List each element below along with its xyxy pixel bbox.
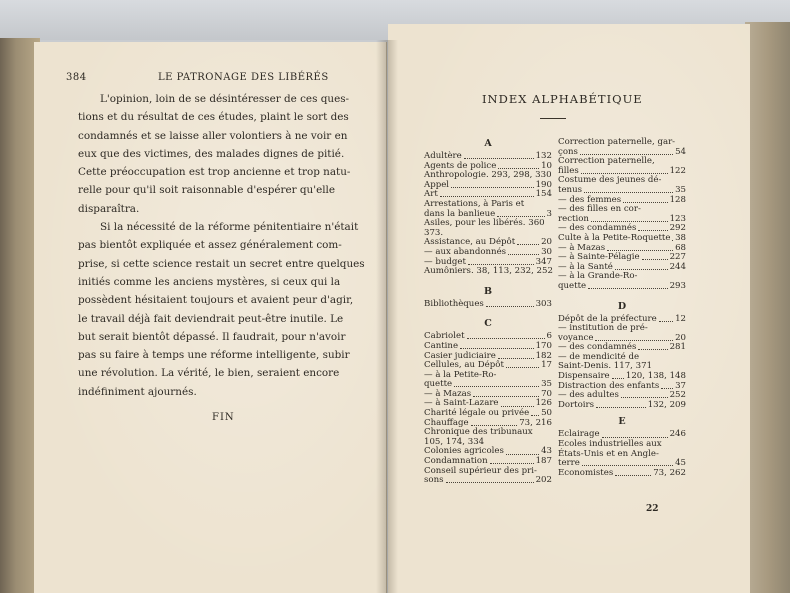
entry-page: 244 (669, 261, 686, 272)
entry-term: Assistance, au Dépôt (424, 237, 516, 248)
leader-dots (621, 391, 668, 398)
entry-page: 35 (675, 184, 686, 195)
entry-term: — à la Santé (558, 261, 613, 272)
entry-term: quette (558, 280, 587, 291)
entry-term: Cabriolet (424, 331, 465, 342)
index-entry: Costume des jeunes dé- (558, 175, 662, 186)
leader-dots (602, 430, 668, 437)
leader-dots (596, 401, 646, 408)
leader-dots (607, 244, 673, 251)
entry-page: 347 (535, 256, 552, 267)
entry-term: Colonies agricoles (424, 446, 504, 457)
entry-page: 37 (675, 380, 686, 391)
index-entry: Ecoles industrielles aux (558, 439, 662, 450)
entry-term: — aux abandonnés (424, 246, 507, 257)
index-entry: Chronique des tribunaux (424, 427, 533, 438)
index-entry: Asiles, pour les libérés. 360 (424, 218, 545, 229)
index-letter: B (483, 285, 493, 297)
leader-dots (595, 334, 673, 341)
entry-page: 227 (669, 252, 686, 263)
text-line: pas bientôt expliquée et assez généralement com- (78, 239, 342, 252)
leader-dots (661, 382, 673, 389)
leader-dots (467, 332, 545, 339)
entry-term: — budget (424, 256, 466, 267)
text-line: tions et du résultat de ces études, plaint le sort des (78, 111, 349, 124)
entry-term: dans la banlieue (424, 208, 496, 219)
entry-page: 187 (535, 456, 552, 467)
entry-page: 35 (541, 379, 552, 390)
leader-dots (508, 248, 539, 255)
entry-term: sons (424, 475, 444, 486)
entry-page: 190 (535, 179, 552, 190)
index-entry: — institution de pré- (558, 323, 648, 334)
leader-dots (612, 372, 624, 379)
index-entry: — des filles en cor- (558, 204, 641, 215)
text-line: pas su faire à temps une réforme intelligente, subir (78, 349, 350, 362)
leader-dots (501, 399, 534, 406)
leader-dots (588, 282, 667, 289)
entry-page: 20 (675, 332, 686, 343)
index-letter: A (484, 138, 492, 149)
book-cover-right (745, 22, 790, 593)
entry-page: 132 (535, 151, 552, 161)
index-letter: C (484, 318, 492, 330)
entry-page: 132, 209 (647, 399, 686, 410)
index-entry (558, 469, 686, 479)
entry-term: Charité légale ou privée (424, 408, 530, 419)
leader-dots (473, 390, 539, 397)
spacer (558, 292, 686, 301)
entry-term: çons (558, 146, 578, 157)
entry-term: — des adultes (558, 390, 619, 401)
entry-term: Appel (424, 179, 450, 190)
entry-page: 182 (535, 350, 552, 361)
entry-term: Chauffage (424, 417, 469, 428)
text-line: possèdent hésitaient toujours et avaient peur d'agir, (78, 294, 354, 307)
leader-dots (498, 352, 534, 359)
leader-dots (460, 342, 534, 349)
text-line: relle pour qu'il soit raisonnable d'espérer qu'elle (78, 184, 336, 197)
entry-term: Art (424, 189, 438, 200)
leader-dots (498, 162, 539, 169)
index-entry: Correction paternelle, gar- (558, 137, 676, 147)
leader-dots (464, 152, 534, 159)
entry-page: 73, 216 (519, 417, 552, 428)
index-entry: Anthropologie. 293, 298, 330 (424, 170, 552, 181)
leader-dots (440, 190, 534, 197)
index-column-left (424, 138, 552, 486)
index-letter: E (618, 416, 626, 428)
entry-term: Dépôt de la préfecture (558, 313, 657, 324)
leader-dots (672, 234, 673, 241)
entry-page: 6 (546, 331, 552, 342)
entry-term: quette (424, 379, 453, 390)
entry-page: 293 (669, 280, 686, 291)
leader-dots (582, 459, 673, 466)
text-line: le travail déjà fait deviendrait peut-être inutile. Le (78, 312, 344, 325)
index-entry: États-Unis et en Angle- (558, 448, 659, 459)
text-line: Cette préoccupation est trop ancienne et trop natu- (78, 166, 351, 179)
entry-page: 17 (541, 360, 552, 371)
leader-dots (486, 300, 534, 307)
page-number: 384 (66, 72, 87, 83)
index-entry: Conseil supérieur des pri- (424, 465, 537, 476)
text-line: condamnés et se laisse aller volontiers à ne voir en (78, 129, 348, 142)
entry-term: rection (558, 213, 589, 224)
leader-dots (623, 196, 667, 203)
index-entry (424, 300, 552, 310)
entry-page: 252 (669, 390, 686, 401)
leader-dots (506, 447, 539, 454)
entry-term: Cantine (424, 340, 459, 351)
title-rule (540, 118, 566, 119)
text-line: une révolution. La vérité, le bien, seraient encore (78, 367, 340, 380)
index-title: INDEX ALPHABÉTIQUE (482, 92, 643, 106)
entry-term: Casier judiciaire (424, 350, 496, 361)
index-letter: D (617, 300, 627, 312)
entry-term: voyance (558, 332, 594, 343)
entry-page: 50 (541, 408, 552, 419)
entry-page: 30 (541, 246, 552, 257)
entry-page: 120, 138, 148 (625, 371, 686, 382)
entry-term: Dortoirs (558, 399, 595, 410)
entry-page: 70 (541, 388, 552, 399)
leader-dots (531, 409, 539, 416)
leader-dots (497, 210, 544, 217)
entry-term: — à Sainte-Pélagie (558, 252, 640, 263)
entry-term: Agents de police (424, 160, 497, 171)
left-page-body (78, 90, 365, 401)
fin-label: FIN (212, 412, 235, 423)
entry-term: — des condamnés (558, 342, 637, 353)
entry-page: 38 (675, 232, 686, 243)
entry-page: 54 (675, 146, 686, 157)
entry-page: 154 (535, 189, 552, 200)
entry-term: — à Mazas (424, 388, 472, 399)
entry-page: 122 (669, 165, 686, 176)
text-line: Si la nécessité de la réforme pénitentiaire n'était (100, 221, 359, 234)
leader-dots (468, 258, 534, 265)
index-entry (424, 181, 552, 191)
entry-page: 12 (675, 313, 686, 324)
text-line: L'opinion, loin de se désintéresser de ces ques- (100, 93, 350, 105)
leader-dots (638, 224, 667, 231)
leader-dots (584, 186, 673, 193)
index-entry: — à la Grande-Ro- (558, 271, 638, 282)
index-column-right (558, 138, 686, 478)
entry-page: 126 (535, 398, 552, 409)
leader-dots (454, 380, 539, 387)
entry-term: Distraction des enfants (558, 380, 660, 391)
leader-dots (642, 253, 668, 260)
entry-page: 3 (546, 208, 552, 219)
leader-dots (517, 238, 539, 245)
leader-dots (638, 343, 667, 350)
entry-term: — des condamnés (558, 223, 637, 234)
text-line: prise, si cette science restait un secret entre quelques (78, 257, 365, 270)
entry-term: Cellules, au Dépôt (424, 360, 504, 371)
text-line: initiés comme les anciens mystères, si ceux qui la (78, 275, 341, 288)
leader-dots (506, 361, 539, 368)
index-entry: Saint-Denis. 117, 371 (558, 361, 653, 372)
text-line: disparaîtra. (78, 202, 140, 215)
index-entry: 373. (424, 227, 444, 238)
entry-page: 281 (669, 342, 686, 353)
leader-dots (451, 181, 534, 188)
spacer (424, 309, 552, 318)
text-line: indéfiniment ajournés. (78, 385, 197, 398)
entry-page: 43 (541, 446, 552, 457)
right-page-number: 22 (646, 504, 659, 514)
index-entry: Correction paternelle, (558, 156, 655, 167)
spacer (424, 277, 552, 286)
leader-dots (659, 315, 673, 322)
index-entry (558, 282, 686, 292)
leader-dots (615, 469, 651, 476)
index-entry: 105, 174, 334 (424, 436, 485, 447)
leader-dots (615, 263, 668, 270)
leader-dots (591, 215, 668, 222)
entry-page: 20 (541, 237, 552, 248)
entry-page: 170 (535, 340, 552, 351)
index-entry: Arrestations, à Paris et (424, 198, 525, 209)
entry-page: 246 (669, 429, 686, 440)
entry-page: 292 (669, 223, 686, 234)
entry-term: Eclairage (558, 429, 600, 440)
leader-dots (471, 419, 518, 426)
entry-page: 123 (669, 213, 686, 224)
running-title: LE PATRONAGE DES LIBÉRÉS (158, 72, 329, 83)
entry-term: Dispensaire (558, 371, 610, 382)
entry-page: 73, 262 (653, 467, 686, 478)
entry-term: filles (558, 165, 579, 176)
entry-term: — à Mazas (558, 242, 606, 253)
book-gutter (376, 40, 398, 593)
entry-page: 303 (535, 298, 552, 309)
entry-term: — à Saint-Lazare (424, 398, 499, 409)
index-entry: — de mendicité de (558, 351, 640, 362)
index-entry (424, 476, 552, 486)
entry-term: terre (558, 458, 580, 469)
index-entry: — à la Petite-Ro- (424, 369, 497, 380)
entry-page: 68 (675, 242, 686, 253)
leader-dots (490, 457, 534, 464)
entry-page: 45 (675, 458, 686, 469)
entry-term: Culte à la Petite-Roquette (558, 232, 671, 243)
entry-term: — des femmes (558, 194, 622, 205)
leader-dots (581, 167, 668, 174)
entry-page: 128 (669, 194, 686, 205)
leader-dots (580, 148, 673, 155)
leader-dots (446, 476, 534, 483)
index-entry (558, 401, 686, 411)
entry-page: 202 (535, 475, 552, 486)
text-line: eux que des victimes, des malades dignes de pitié. (78, 147, 345, 160)
entry-term: Adultère (424, 151, 462, 161)
text-line: but serait bientôt dépassé. Il faudrait, pour n'avoir (78, 330, 346, 343)
entry-term: Economistes (558, 467, 614, 478)
entry-term: Bibliothèques (424, 298, 484, 309)
entry-term: tenus (558, 184, 583, 195)
index-entry: Aumôniers. 38, 113, 232, 252 (424, 266, 553, 277)
entry-term: Condamnation (424, 456, 488, 467)
entry-page: 10 (541, 160, 552, 171)
